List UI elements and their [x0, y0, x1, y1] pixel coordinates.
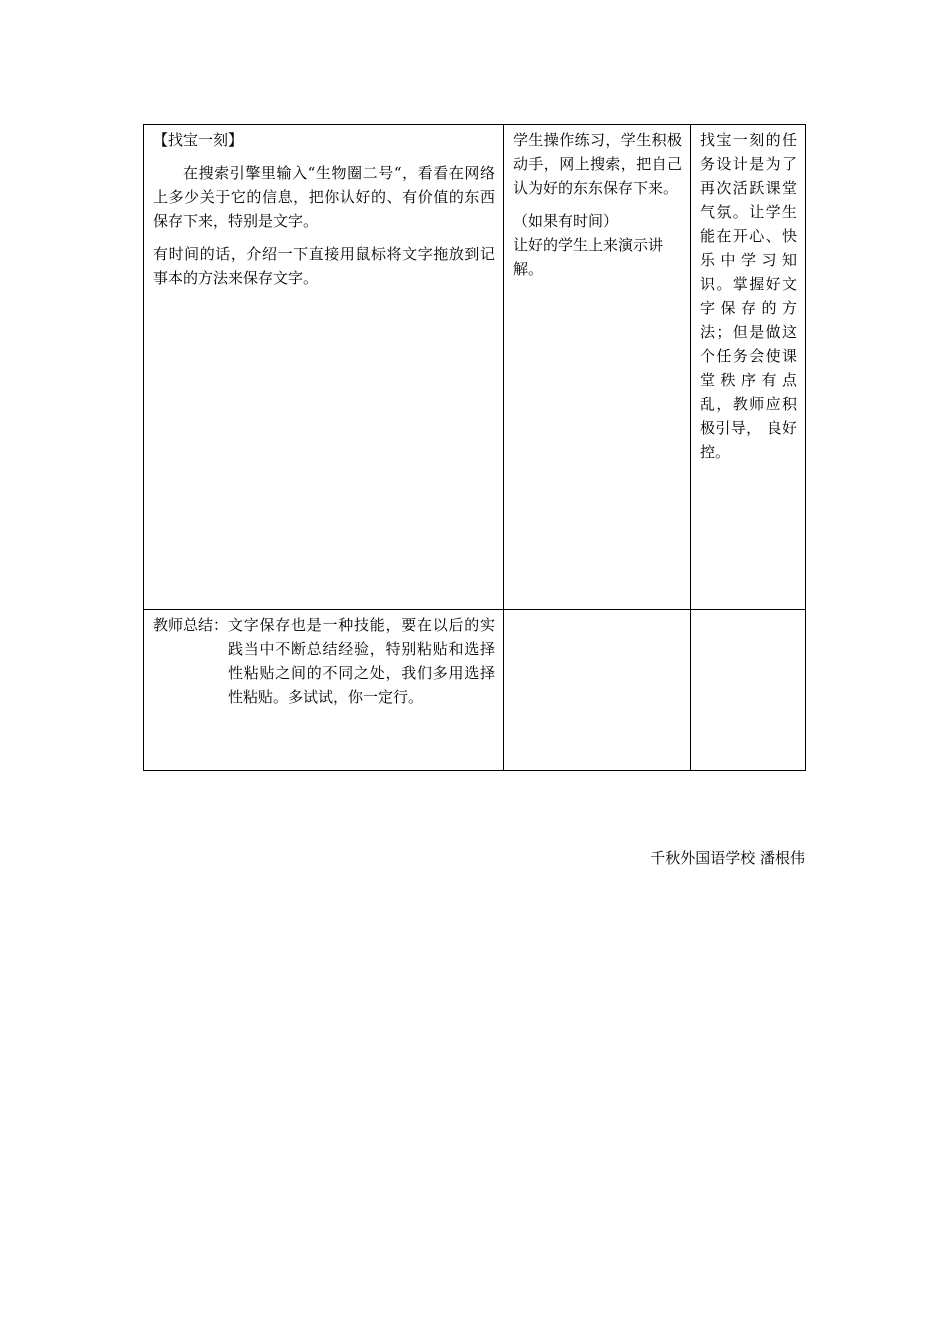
summary-student-cell	[504, 610, 691, 771]
design-intent-text: 找宝一刻的任务设计是为了再次活跃课堂气氛。让学生能在开心、快乐中学习知识。掌握好文字保存的方法；但是做这个任务会使课堂秩序有点乱，教师应积极引导， 良好控。	[700, 131, 797, 461]
student-activity-condition: （如果有时间）	[513, 212, 619, 230]
summary-cell	[144, 610, 504, 771]
summary-design-cell	[691, 610, 806, 771]
table-row	[144, 125, 806, 610]
student-activity-demo: 让好的学生上来演示讲解。	[513, 236, 664, 278]
table-row	[144, 610, 806, 771]
activity-heading: 【找宝一刻】	[153, 131, 244, 149]
teacher-summary	[153, 613, 495, 709]
student-activity-text: 学生操作练习，学生积极动手，网上搜索，把自己认为好的东东保存下来。	[513, 131, 682, 197]
activity-cell	[144, 125, 504, 610]
design-intent-cell	[691, 125, 806, 610]
activity-note: 有时间的话，介绍一下直接用鼠标将文字拖放到记事本的方法来保存文字。	[153, 245, 495, 287]
activity-paragraph: 在搜索引擎里输入“生物圈二号“，看看在网络上多少关于它的信息，把你认好的、有价值的东西保存下来，特别是文字。	[153, 164, 495, 230]
lesson-plan-table	[143, 124, 806, 771]
summary-text: 文字保存也是一种技能，要在以后的实践当中不断总结经验，特别粘贴和选择性粘贴之间的不同之处，我们多用选择性粘贴。多试试，你一定行。	[228, 616, 495, 706]
summary-label: 教师总结：	[153, 616, 229, 634]
author-signature: 千秋外国语学校 潘根伟	[650, 849, 805, 867]
student-activity-cell	[504, 125, 691, 610]
